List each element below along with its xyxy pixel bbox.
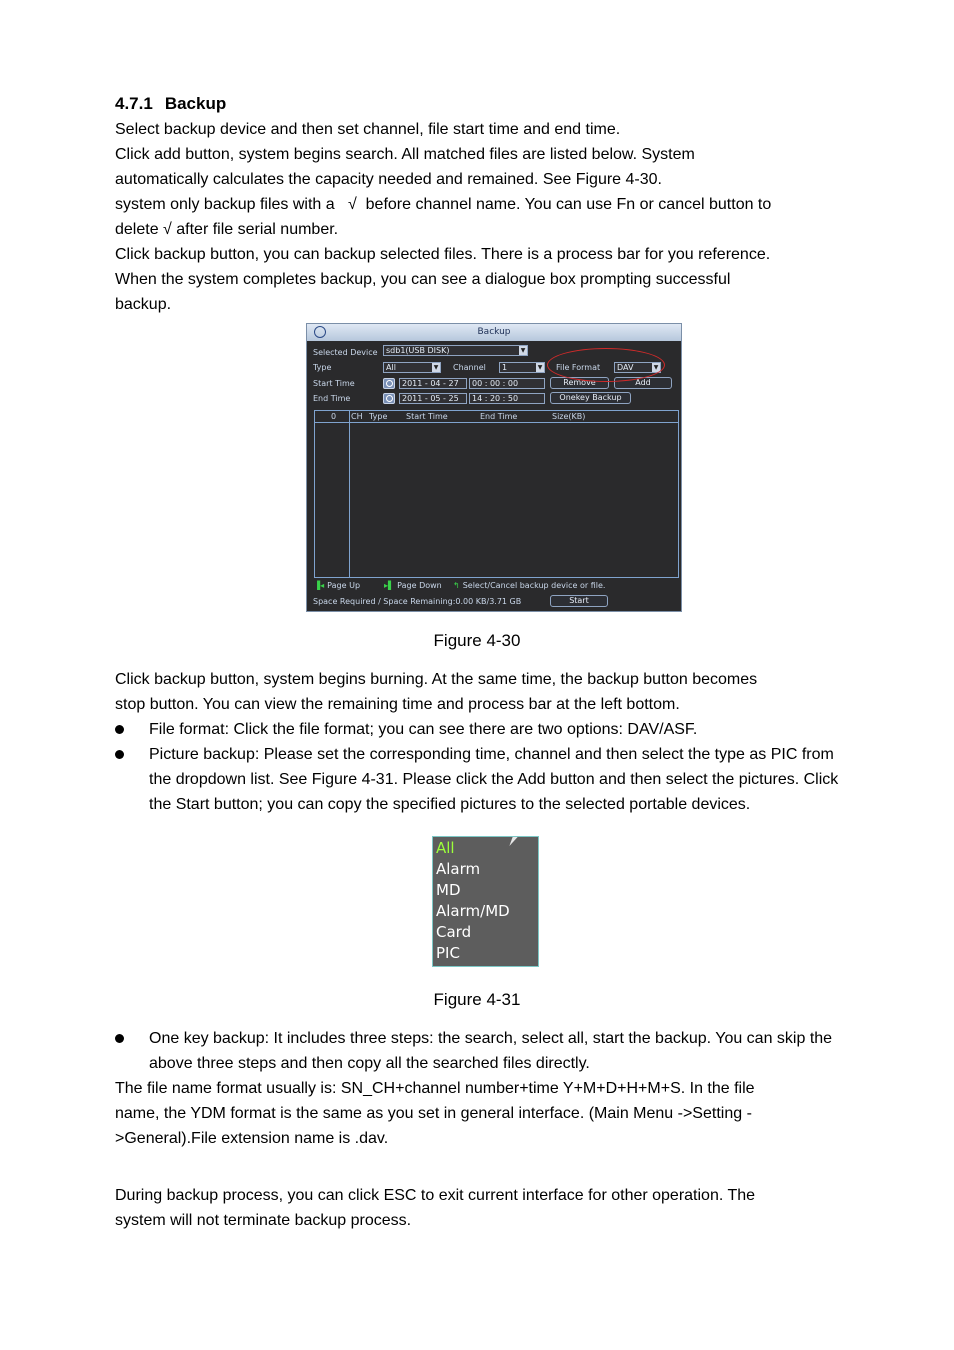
start-time-field[interactable]: 00 : 00 : 00 <box>469 378 545 389</box>
intro-paragraph <box>115 117 845 317</box>
red-highlight-ellipse <box>547 348 665 382</box>
column-header: End Time <box>480 412 518 421</box>
chevron-down-icon: ▼ <box>520 347 526 354</box>
channel-value: 1 <box>502 363 508 372</box>
dropdown-option[interactable]: PIC <box>436 944 460 962</box>
bullet-text: Picture backup: Please set the corresponding time, channel and then select the type as PIC from the dropdown list. See Figure 4-31. Please click the Add button and then select the pictures. Click the Start button; you can copy the specified pictures to the selected portable devices. <box>149 746 839 813</box>
text-line: backup. <box>115 296 172 313</box>
text-line: name, the YDM format is the same as you set in general interface. (Main Menu ->Setting - <box>115 1105 752 1122</box>
file-name-paragraph <box>115 1076 845 1151</box>
onekey-backup-button[interactable]: Onekey Backup <box>550 392 631 404</box>
selected-device-value: sdb1(USB DISK) <box>386 346 450 355</box>
dropdown-option[interactable]: Card <box>436 923 472 941</box>
dropdown-option[interactable]: Alarm/MD <box>436 902 510 920</box>
chevron-down-icon: ▼ <box>653 364 659 371</box>
bullet-icon <box>115 1034 124 1043</box>
calendar-icon[interactable] <box>383 378 395 389</box>
bullet-item <box>115 717 845 742</box>
type-dropdown-screenshot <box>432 836 539 967</box>
column-divider <box>349 411 350 577</box>
text-line: automatically calculates the capacity needed and remained. See Figure 4-30. <box>115 171 662 188</box>
table-header <box>315 411 678 423</box>
backup-window-screenshot <box>306 323 682 612</box>
bullet-icon <box>115 725 124 734</box>
dropdown-option[interactable]: All <box>436 839 455 857</box>
file-list-table <box>314 410 679 578</box>
column-header[interactable]: 0 <box>331 412 337 421</box>
text-line: Click add button, system begins search. All matched files are listed below. System <box>115 146 695 163</box>
bullet-icon <box>115 750 124 759</box>
esc-paragraph <box>115 1183 845 1233</box>
calendar-icon[interactable] <box>383 393 395 404</box>
bullet-text: File format: Click the file format; you can see there are two options: DAV/ASF. <box>149 721 698 738</box>
remove-button[interactable]: Remove <box>550 377 609 389</box>
figure-caption: Figure 4-30 <box>433 631 521 650</box>
column-header: CH <box>351 412 363 421</box>
start-date-field[interactable]: 2011 - 04 - 27 <box>399 378 467 389</box>
text-line: >General).File extension name is .dav. <box>115 1130 389 1147</box>
section-heading <box>115 94 226 114</box>
type-select[interactable] <box>383 362 441 373</box>
bullet-item <box>115 742 845 817</box>
burning-paragraph <box>115 667 845 717</box>
section-number: 4.7.1 <box>115 94 153 113</box>
page-up-label: Page Up <box>327 581 361 590</box>
column-header: Size(KB) <box>552 412 586 421</box>
text-line: Click backup button, system begins burning. At the same time, the backup button becomes <box>115 671 758 688</box>
selected-device-select[interactable] <box>383 345 528 356</box>
dropdown-option[interactable]: MD <box>436 881 461 899</box>
text-line: During backup process, you can click ESC to exit current interface for other operation. The <box>115 1187 756 1204</box>
column-header: Start Time <box>406 412 448 421</box>
figure-caption: Figure 4-31 <box>433 990 521 1009</box>
type-label: Type <box>313 363 332 372</box>
page-up-icon: ▐◂ <box>314 581 325 590</box>
window-title: Backup <box>477 327 511 337</box>
bullet-item <box>115 1026 845 1076</box>
mouse-cursor-icon <box>509 837 517 846</box>
page-up-hint[interactable] <box>314 581 360 590</box>
channel-select[interactable] <box>499 362 545 373</box>
end-date-field[interactable]: 2011 - 05 - 25 <box>399 393 467 404</box>
space-status: Space Required / Space Remaining:0.00 KB/3.71 GB <box>313 597 522 606</box>
text-line: system only backup files with a √ before channel name. You can use Fn or cancel button to <box>115 196 772 213</box>
text-line: Select backup device and then set channel, file start time and end time. <box>115 121 621 138</box>
text-line: Click backup button, you can backup selected files. There is a process bar for you reference. <box>115 246 771 263</box>
page-down-hint[interactable] <box>384 581 442 590</box>
fn-hint <box>453 581 605 590</box>
page-down-icon: ▸▌ <box>384 581 395 590</box>
column-header: Type <box>369 412 388 421</box>
bullet-text: One key backup: It includes three steps: the search, select all, start the backup. You can skip the above three steps and then copy all the searched files directly. <box>149 1030 833 1072</box>
start-button[interactable]: Start <box>550 595 608 607</box>
text-line: system will not terminate backup process. <box>115 1212 412 1229</box>
end-time-field[interactable]: 14 : 20 : 50 <box>469 393 545 404</box>
dropdown-option[interactable]: Alarm <box>436 860 481 878</box>
channel-label: Channel <box>453 363 486 372</box>
text-line: When the system completes backup, you can see a dialogue box prompting successful <box>115 271 731 288</box>
file-format-value: DAV <box>617 363 634 372</box>
start-time-label: Start Time <box>313 379 355 388</box>
page-down-label: Page Down <box>397 581 442 590</box>
file-format-label: File Format <box>556 363 601 372</box>
section-title: Backup <box>164 94 227 113</box>
add-button[interactable]: Add <box>614 377 672 389</box>
chevron-down-icon: ▼ <box>433 364 439 371</box>
type-value: All <box>386 363 396 372</box>
text-line: delete √ after file serial number. <box>115 221 339 238</box>
text-line: The file name format usually is: SN_CH+channel number+time Y+M+D+H+M+S. In the file <box>115 1080 755 1097</box>
window-titlebar <box>307 324 681 341</box>
fn-key-icon: ↰ <box>453 581 460 590</box>
fn-hint-label: Select/Cancel backup device or file. <box>462 581 606 590</box>
text-line: stop button. You can view the remaining time and process bar at the left bottom. <box>115 696 680 713</box>
selected-device-label: Selected Device <box>313 348 378 357</box>
end-time-label: End Time <box>313 394 351 403</box>
chevron-down-icon: ▼ <box>537 364 543 371</box>
